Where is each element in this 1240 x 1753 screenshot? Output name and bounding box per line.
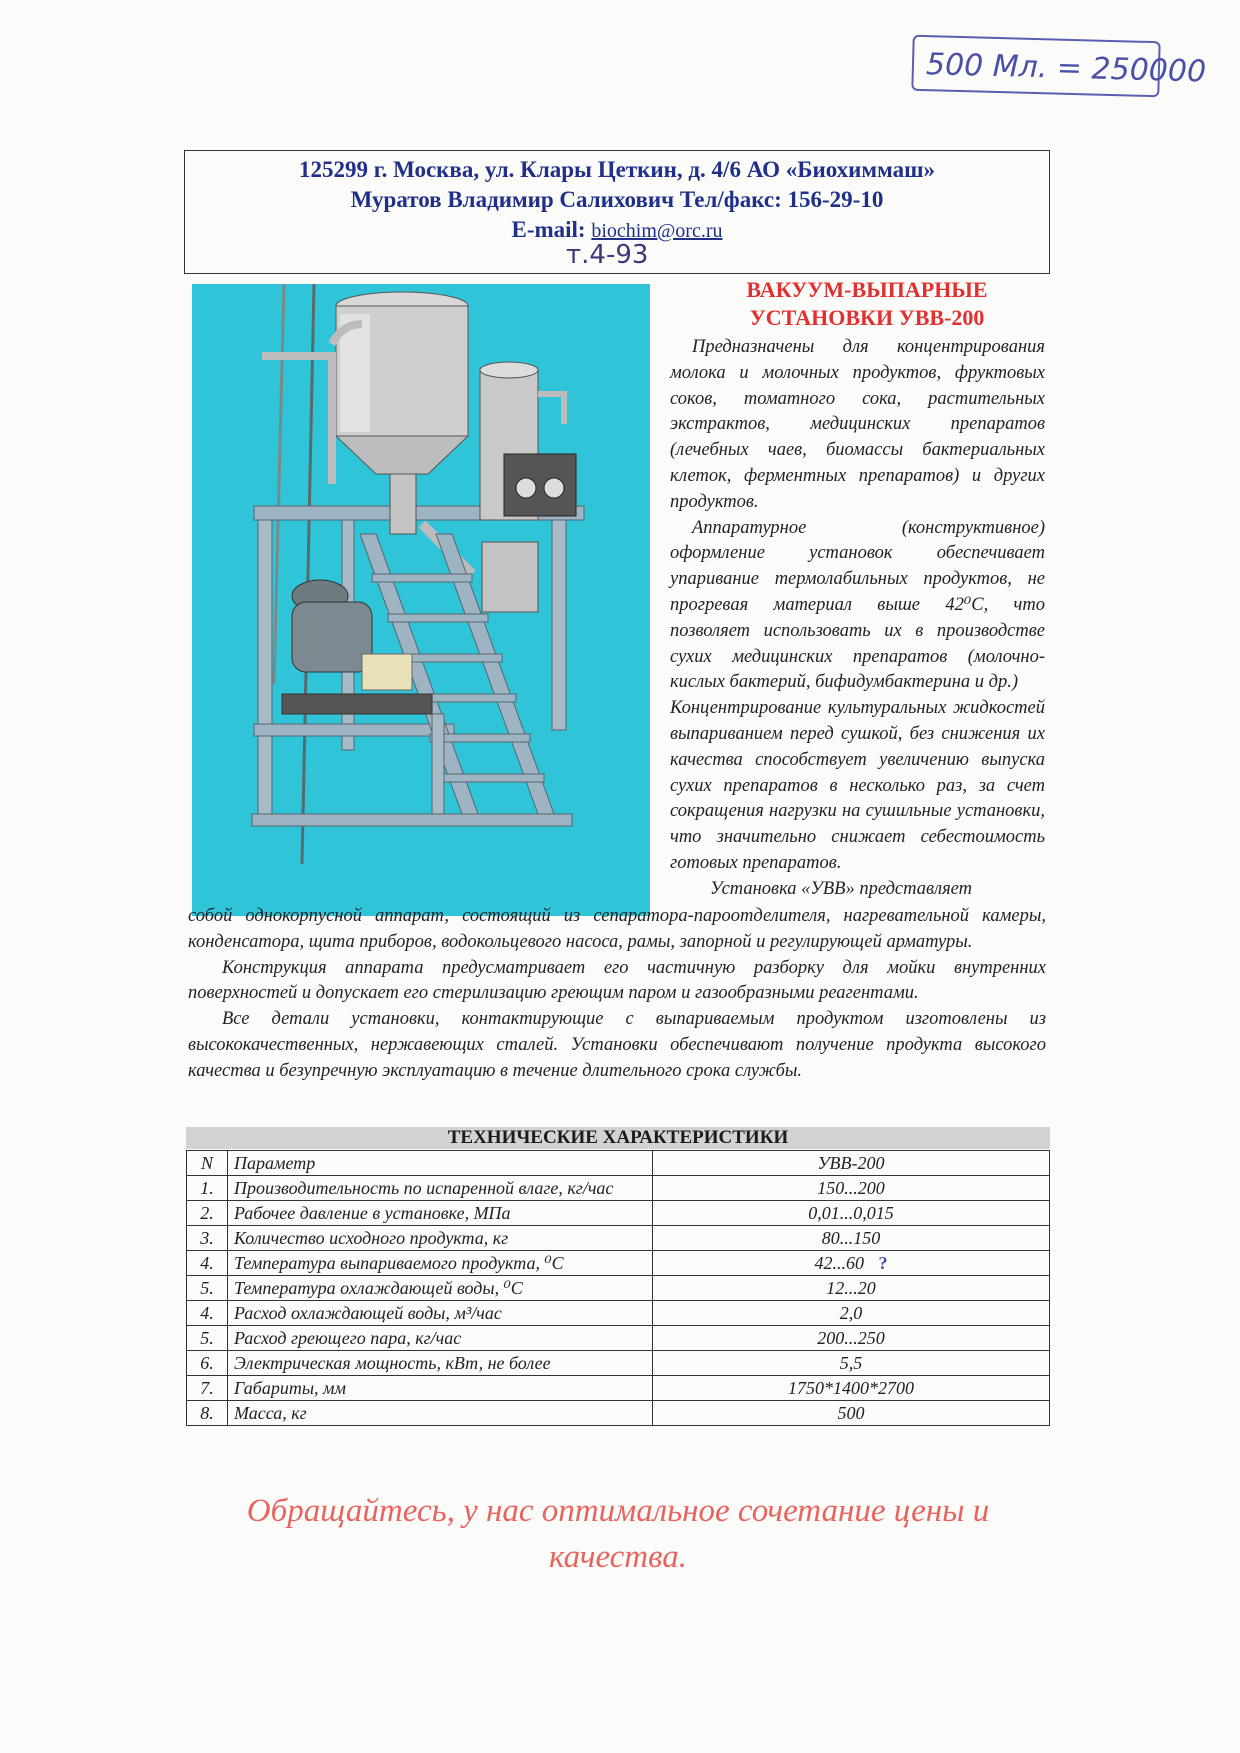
email-label: E-mail:: [511, 217, 586, 242]
row-parameter: Температура охлаждающей воды, ⁰С: [228, 1276, 653, 1301]
description-paragraph: Все детали установки, контактирующие с выпариваемым продуктом изготовлены из высококачественных, нержавеющих сталей. Установки обеспечивают получение продукта высокого качества и безупречную эксплуатацию в течение длительного срока службы.: [188, 1009, 1046, 1081]
row-number: 1.: [187, 1176, 228, 1201]
row-number: 3.: [187, 1226, 228, 1251]
row-value: 2,0: [653, 1301, 1050, 1326]
table-header-row: [187, 1151, 1050, 1176]
row-parameter: Количество исходного продукта, кг: [228, 1226, 653, 1251]
row-number: 5.: [187, 1276, 228, 1301]
header-cell: N: [187, 1151, 228, 1176]
row-parameter: Производительность по испаренной влаге, кг/час: [228, 1176, 653, 1201]
table-row: [187, 1376, 1050, 1401]
row-number: 4.: [187, 1301, 228, 1326]
description-paragraph: Конструкция аппарата предусматривает его частичную разборку для мойки внутренних поверхностей и допускает его стерилизацию греющим паром и газообразными реагентами.: [188, 957, 1046, 1004]
description-paragraph: Аппаратурное (конструктивное) оформление установок обеспечивает упаривание термолабильных продуктов, не прогревая материал выше 42⁰С, что позволяет использовать их в производстве сухих медицинских препаратов (молочно-кислых бактерий, бифидумбактерина и др.): [670, 517, 1045, 693]
slogan: Обращайтесь, у нас оптимальное сочетание цены и качества.: [246, 1493, 990, 1575]
header-cell: УВВ-200: [653, 1151, 1050, 1176]
table-row: [187, 1276, 1050, 1301]
row-number: 5.: [187, 1326, 228, 1351]
table-row: [187, 1326, 1050, 1351]
row-number: 8.: [187, 1401, 228, 1426]
table-row: [187, 1401, 1050, 1426]
table-row: [187, 1251, 1050, 1276]
row-parameter: Габариты, мм: [228, 1376, 653, 1401]
row-value: 150...200: [653, 1176, 1050, 1201]
row-number: 4.: [187, 1251, 228, 1276]
product-photo: [192, 284, 650, 916]
description-paragraph: Предназначены для концентрирования молока и молочных продуктов, фруктовых соков, томатного сока, растительных экстрактов, медицинских препаратов (лечебных чаев, биомассы бактериальных клеток, ферментных препаратов) и других продуктов.: [670, 337, 1045, 512]
tech-specs-table: [186, 1150, 1050, 1426]
description-paragraph: собой однокорпусной аппарат, состоящий из сепаратора-пароотделителя, нагревательной камеры, конденсатора, щита приборов, водокольцевого насоса, рамы, запорной и регулирующей арматуры.: [188, 906, 1046, 952]
row-value: 12...20: [653, 1276, 1050, 1301]
row-value: [653, 1251, 1050, 1276]
row-number: 2.: [187, 1201, 228, 1226]
header-cell: Параметр: [228, 1151, 653, 1176]
row-value: 500: [653, 1401, 1050, 1426]
tech-specs-title: ТЕХНИЧЕСКИЕ ХАРАКТЕРИСТИКИ: [186, 1127, 1050, 1149]
row-number: 7.: [187, 1376, 228, 1401]
table-row: [187, 1351, 1050, 1376]
header-contact-person: Муратов Владимир Салихович Тел/факс: 156-29-10: [350, 187, 884, 212]
row-value: 200...250: [653, 1326, 1050, 1351]
description-paragraph: Концентрирование культуральных жидкостей выпариванием перед сушкой, без снижения их качества способствует увеличению выпуска сухих препаратов в несколько раз, за счет сокращения нагрузки на сушильные установки, что значительно снижает себестоимость готовых препаратов.: [670, 698, 1045, 873]
row-value: 0,01...0,015: [653, 1201, 1050, 1226]
email-link[interactable]: biochim@orc.ru: [591, 220, 723, 242]
table-row: [187, 1176, 1050, 1201]
handwritten-question-mark: ?: [878, 1253, 888, 1273]
handwritten-price-note: 500 Мл. = 250000: [911, 35, 1160, 97]
row-value: 80...150: [653, 1226, 1050, 1251]
row-value: 1750*1400*2700: [653, 1376, 1050, 1401]
row-value-text: 42...60: [814, 1253, 864, 1273]
row-number: 6.: [187, 1351, 228, 1376]
row-parameter: Расход охлаждающей воды, м³/час: [228, 1301, 653, 1326]
row-parameter: Температура выпариваемого продукта, ⁰С: [228, 1251, 653, 1276]
row-parameter: Рабочее давление в установке, МПа: [228, 1201, 653, 1226]
table-row: [187, 1201, 1050, 1226]
description-full-width: [188, 904, 1046, 1085]
product-title: ВАКУУМ-ВЫПАРНЫЕ УСТАНОВКИ УВВ-200: [746, 277, 988, 330]
row-value: 5,5: [653, 1351, 1050, 1376]
handwritten-phone-code: т.4-93: [566, 240, 649, 270]
description-right-column: [670, 335, 1045, 903]
row-parameter: Электрическая мощность, кВт, не более: [228, 1351, 653, 1376]
row-parameter: Расход греющего пара, кг/час: [228, 1326, 653, 1351]
description-paragraph: Установка «УВВ» представляет: [710, 878, 973, 899]
row-parameter: Масса, кг: [228, 1401, 653, 1426]
table-row: [187, 1226, 1050, 1251]
table-row: [187, 1301, 1050, 1326]
header-address: 125299 г. Москва, ул. Клары Цеткин, д. 4/6 АО «Биохиммаш»: [298, 157, 936, 182]
